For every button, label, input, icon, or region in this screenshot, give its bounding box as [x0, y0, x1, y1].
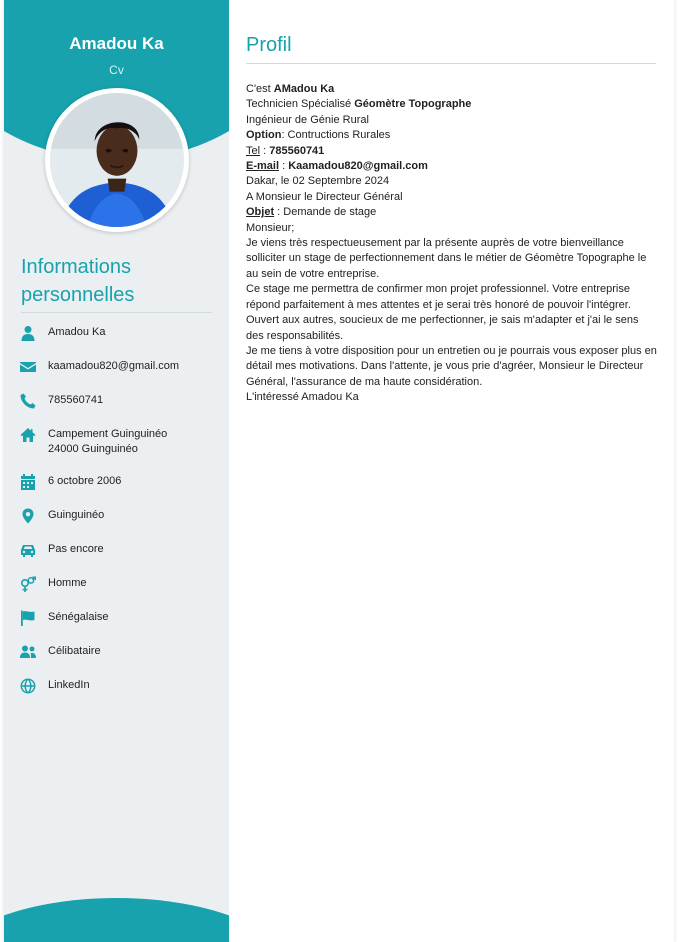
letter-bold: Option: [246, 129, 282, 142]
info-text[interactable]: kaamadou820@gmail.com: [48, 360, 180, 372]
info-text: Pas encore: [48, 543, 104, 555]
map-pin-icon: [18, 508, 38, 524]
letter-line-subject: [246, 205, 658, 220]
info-item-license: [18, 542, 223, 558]
letter-signature: L'intéressé Amadou Ka: [246, 391, 359, 404]
letter-text: C'est: [246, 83, 274, 95]
home-icon: [18, 427, 38, 443]
letter-line-email: [246, 159, 658, 174]
sidebar: [4, 0, 229, 942]
info-text: Homme: [48, 577, 87, 589]
info-text: 785560741: [48, 394, 104, 406]
gender-icon: [18, 576, 38, 592]
address-line-1: Campement Guinguinéo: [48, 428, 168, 440]
profile-title: Profil: [246, 34, 292, 56]
info-item-gender: [18, 576, 223, 592]
letter-text: :: [279, 160, 289, 173]
letter-text: : Demande de stage: [274, 206, 377, 219]
candidate-name: Amadou Ka: [69, 34, 164, 53]
letter-text: :: [260, 144, 270, 157]
info-text[interactable]: LinkedIn: [48, 679, 90, 691]
info-text: 6 octobre 2006: [48, 475, 122, 487]
info-text: Guinguinéo: [48, 509, 105, 521]
info-item-phone: [18, 393, 223, 409]
letter-line-option: [246, 128, 658, 143]
cv-subtitle: Cv: [109, 63, 124, 77]
letter-paragraph-1: Je viens très respectueusement par la présente auprès de votre bienveillance solliciter un stage de perfectionnement dans le métier de Géomètre Topographe le au sein de votre entreprise.: [246, 237, 647, 280]
letter-line-degree: Ingénieur de Génie Rural: [246, 113, 369, 126]
info-item-marital-status: [18, 644, 223, 660]
email-icon: [18, 359, 38, 375]
letter-underlined: Objet: [246, 206, 275, 219]
letter-bold: Kaamadou820@gmail.com: [288, 160, 428, 173]
avatar: [45, 88, 189, 232]
info-text: Sénégalaise: [48, 611, 109, 623]
letter-paragraph-3: Je me tiens à votre disposition pour un entretien ou je pourrais vous exposer plus en détail mes motivations. Dans l'attente, je vous prie d'agréer, Monsieur le Directeur Général, l'assurance de ma haute considération.: [246, 344, 657, 388]
avatar-photo: [50, 93, 184, 227]
info-item-address: [18, 427, 223, 457]
letter-line-phone: [246, 144, 658, 159]
personal-info-title: Informations personnelles: [21, 256, 135, 306]
divider: [21, 312, 212, 313]
globe-icon: [18, 678, 38, 694]
letter-paragraph-2: Ce stage me permettra de confirmer mon projet professionnel. Votre entreprise répond parfaitement à mes attentes et je serai très honoré de pouvoir l'intégrer. Ouvert aux autres, soucieux de me perfectionner, je sais m'adapter et j'ai le sens des responsabilités.: [246, 283, 639, 342]
letter-line-salutation: Monsieur;: [246, 221, 295, 234]
car-icon: [18, 542, 38, 558]
info-item-email: [18, 359, 223, 375]
users-icon: [18, 644, 38, 660]
title-divider: [246, 63, 656, 64]
cover-letter: [246, 82, 658, 406]
address-text: [48, 427, 223, 457]
info-text: Amadou Ka: [48, 326, 106, 338]
info-item-nationality: [18, 610, 223, 626]
letter-line-intro: [246, 82, 658, 97]
letter-line-recipient: A Monsieur le Directeur Général: [246, 190, 403, 203]
letter-underlined: E-mail: [246, 160, 280, 173]
address-line-2: 24000 Guinguinéo: [48, 443, 138, 455]
info-text: Célibataire: [48, 645, 101, 657]
info-item-linkedin[interactable]: [18, 678, 223, 694]
info-item-birthplace: [18, 508, 223, 524]
cv-page: [4, 0, 674, 942]
letter-bold: AMadou Ka: [273, 83, 335, 95]
phone-icon: [18, 393, 38, 409]
flag-icon: [18, 610, 38, 626]
letter-line-date: Dakar, le 02 Septembre 2024: [246, 175, 390, 188]
letter-line-title: [246, 97, 658, 112]
letter-bold: 785560741: [269, 144, 325, 157]
user-icon: [18, 325, 38, 341]
letter-text: Technicien Spécialisé: [246, 98, 355, 111]
letter-bold: Géomètre Topographe: [354, 98, 472, 111]
info-item-birthdate: [18, 474, 223, 490]
letter-underlined: Tel: [246, 144, 261, 157]
footer-curve: [4, 898, 229, 942]
info-item-name: [18, 325, 223, 341]
calendar-icon: [18, 474, 38, 490]
letter-text: : Contructions Rurales: [281, 129, 391, 142]
